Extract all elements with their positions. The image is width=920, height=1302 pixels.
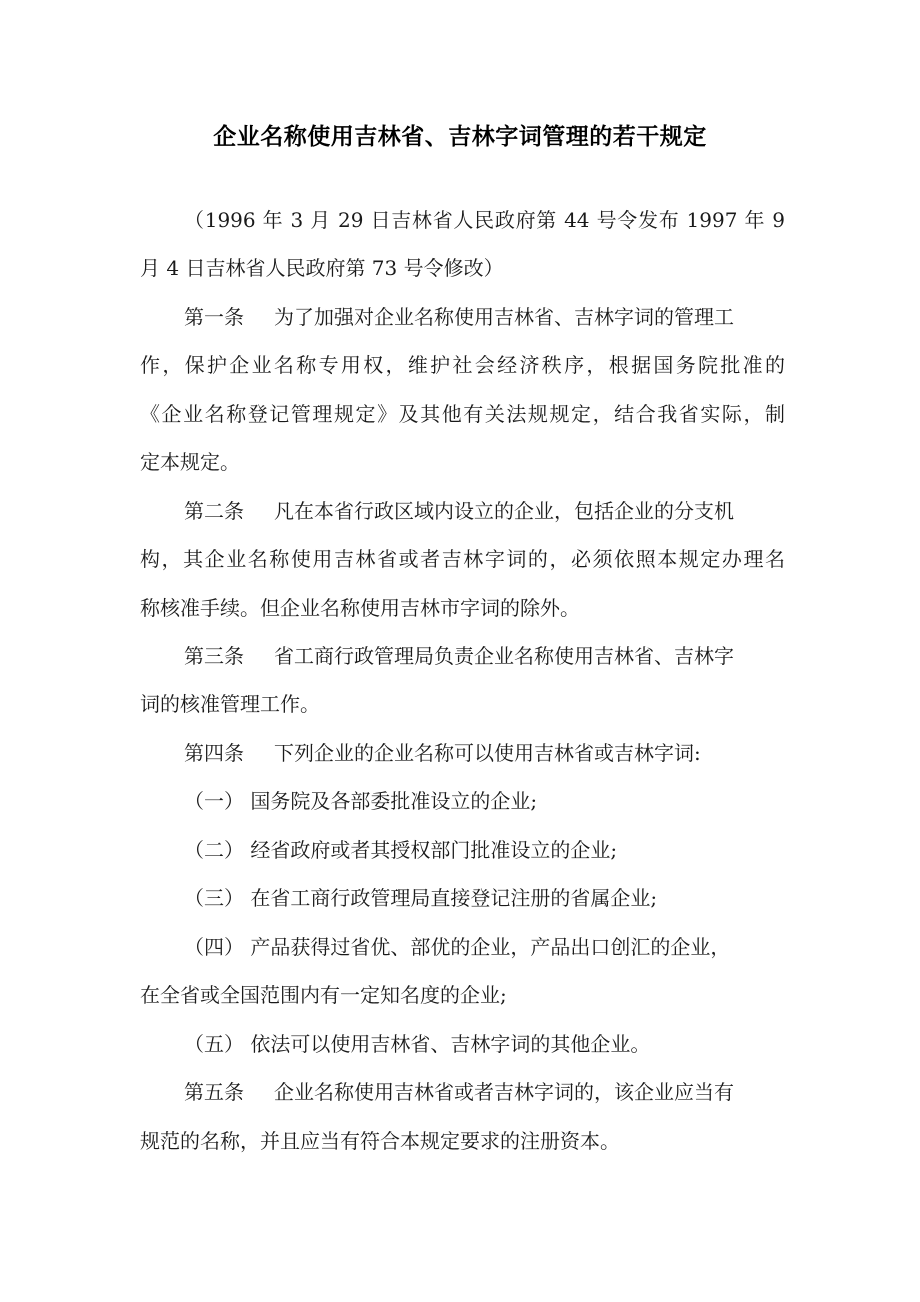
list-item	[184, 884, 785, 912]
article-text: 省工商行政管理局负责企业名称使用吉林省、吉林字	[274, 644, 734, 668]
article-heading: 第四条	[184, 741, 244, 765]
list-item-text: 产品获得过省优、部优的企业，产品出口创汇的企业，	[250, 935, 731, 959]
article-text: 定本规定。	[140, 450, 240, 474]
list-item	[184, 1030, 785, 1058]
list-item	[184, 787, 785, 815]
article-4-first-line	[184, 739, 785, 767]
list-item	[184, 933, 785, 961]
list-item-label: （五）	[184, 1032, 244, 1056]
article-1-first-line	[184, 303, 785, 331]
article-text: 下列企业的企业名称可以使用吉林省或吉林字词:	[274, 741, 701, 765]
article-heading: 第三条	[184, 644, 244, 668]
list-item-label: （一）	[184, 789, 244, 813]
article-heading: 第二条	[184, 499, 244, 523]
article-text: 词的核准管理工作。	[140, 692, 320, 716]
list-item-text: 在省工商行政管理局直接登记注册的省属企业;	[250, 886, 658, 910]
list-item	[184, 836, 785, 864]
list-item-text: 依法可以使用吉林省、吉林字词的其他企业。	[250, 1032, 651, 1056]
list-item-continuation: 在全省或全国范围内有一定知名度的企业;	[140, 983, 507, 1007]
article-text: 作，保护企业名称专用权，维护社会经济秩序，根据国务院批准的	[140, 353, 785, 377]
article-5-first-line	[184, 1078, 785, 1106]
article-text: 凡在本省行政区域内设立的企业，包括企业的分支机	[274, 499, 734, 523]
document-title: 企业名称使用吉林省、吉林字词管理的若干规定	[213, 124, 707, 150]
list-item-text: 国务院及各部委批准设立的企业;	[250, 789, 538, 813]
article-heading: 第五条	[184, 1080, 244, 1104]
list-item-label: （三）	[184, 886, 244, 910]
list-item-text: 经省政府或者其授权部门批准设立的企业;	[250, 838, 618, 862]
list-item-label: （二）	[184, 838, 244, 862]
article-heading: 第一条	[184, 305, 244, 329]
article-text: 称核准手续。但企业名称使用吉林市字词的除外。	[140, 596, 580, 620]
article-3-first-line	[184, 642, 785, 670]
article-2-first-line	[184, 497, 785, 525]
article-text: 规范的名称，并且应当有符合本规定要求的注册资本。	[140, 1129, 620, 1153]
article-text: 为了加强对企业名称使用吉林省、吉林字词的管理工	[274, 305, 734, 329]
article-text: 构，其企业名称使用吉林省或者吉林字词的，必须依照本规定办理名	[140, 547, 785, 571]
article-text: 《企业名称登记管理规定》及其他有关法规规定，结合我省实际，制	[140, 402, 785, 426]
article-text: 企业名称使用吉林省或者吉林字词的，该企业应当有	[274, 1080, 734, 1104]
list-item-label: （四）	[184, 935, 244, 959]
preamble-line: 月 4 日吉林省人民政府第 73 号令修改）	[140, 256, 504, 280]
preamble-line: （1996 年 3 月 29 日吉林省人民政府第 44 号令发布 1997 年 9	[184, 208, 785, 232]
